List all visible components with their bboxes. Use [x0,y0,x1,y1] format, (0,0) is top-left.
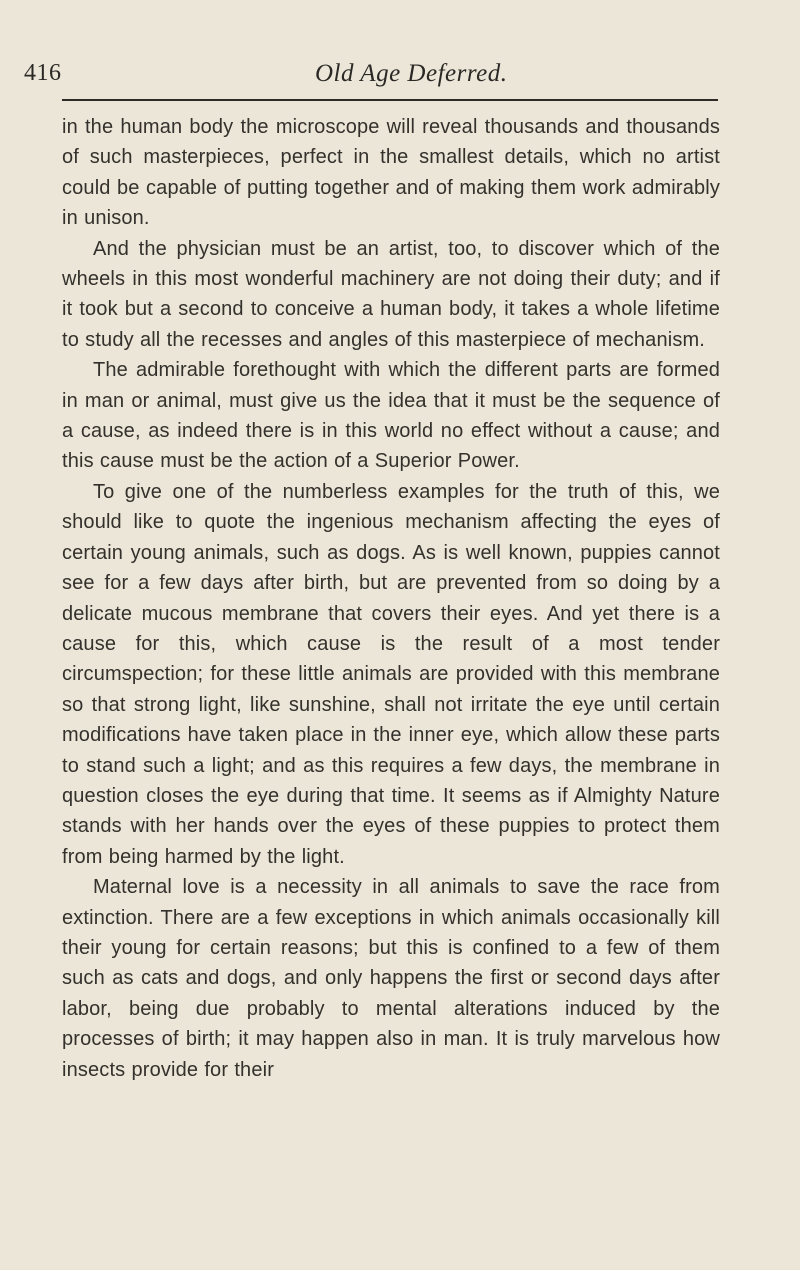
page-number: 416 [24,60,62,86]
paragraph: And the physician must be an artist, too, to discover which of the wheels in this most wonderful machinery are not doing their duty; and if it took but a second to conceive a human body, it takes a whole lifetime to study all the recesses and angles of this masterpiece of mechanism. [62,237,720,351]
body-text [62,112,720,1085]
running-title: Old Age Deferred. [315,60,508,87]
paragraph: Maternal love is a necessity in all animals to save the race from extinction. There are a few exceptions in which animals occasionally kill their young for certain reasons; but this is confined to a few of them such as cats and dogs, and only happens the first or second days after labor, being due probably to mental alterations induced by the processes of birth; it may happen also in man. It is truly marvelous how insects provide for their [62,876,720,1081]
header-rule [62,99,718,101]
paragraph: The admirable forethought with which the different parts are formed in man or animal, must give us the idea that it must be the sequence of a cause, as indeed there is in this world no effect without a cause; and this cause must be the action of a Superior Power. [62,359,720,473]
paragraph: To give one of the numberless examples for the truth of this, we should like to quote the ingenious mechanism affecting the eyes of certain young animals, such as dogs. As is well known, puppies cannot see for a few days after birth, but are prevented from so doing by a delicate mucous membrane that covers their eyes. And yet there is a cause for this, which cause is the result of a most tender circumspection; for these little animals are provided with this membrane so that strong light, like sunshine, shall not irritate the eye until certain modifications have taken place in the inner eye, which allow these parts to stand such a light; and as this requires a few days, the membrane in question closes the eye during that time. It seems as if Almighty Nature stands with her hands over the eyes of these puppies to protect them from being harmed by the light. [62,480,720,868]
paragraph-continued: in the human body the microscope will reveal thousands and thousands of such masterpieces, perfect in the smallest details, which no artist could be capable of putting together and of making them work admirably in unison. [62,116,720,230]
page-header [24,60,724,100]
